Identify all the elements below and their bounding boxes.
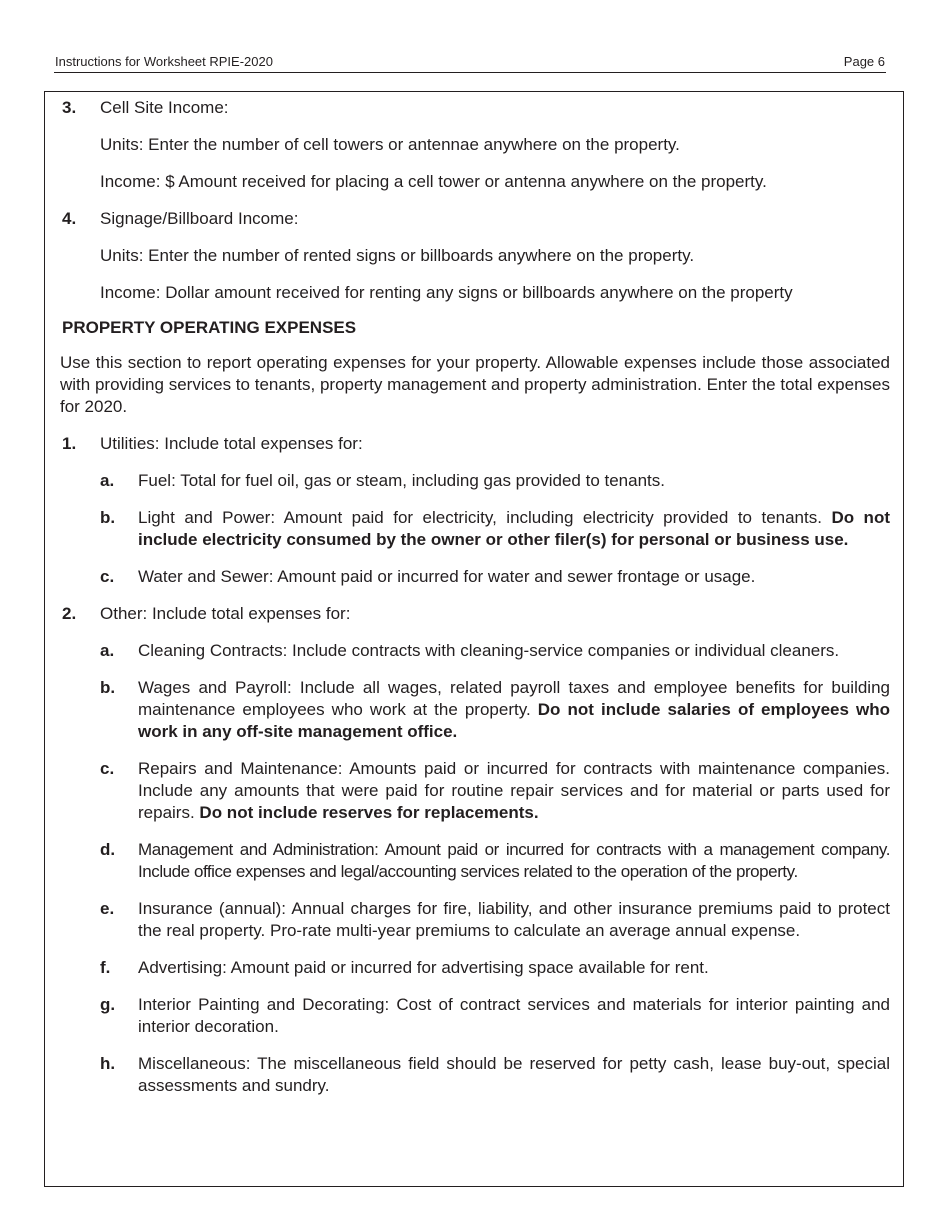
expense-sub-repairs <box>62 758 890 824</box>
sub-text: Fuel: Total for fuel oil, gas or steam, including gas provided to tenants. <box>138 471 665 490</box>
sub-text: Advertising: Amount paid or incurred for advertising space available for rent. <box>138 958 709 977</box>
sub-text: Miscellaneous: The miscellaneous field should be reserved for petty cash, lease buy-out, special assessments and sundry. <box>138 1054 890 1095</box>
sub-letter: a. <box>100 471 115 490</box>
sub-letter: f. <box>100 958 111 977</box>
income-item-cell-site <box>62 97 890 119</box>
item-number: 2. <box>62 604 77 623</box>
expense-sub-management <box>62 839 890 883</box>
sub-text: Repairs and Maintenance: Amounts paid or incurred for contracts with maintenance companies. Include any amounts that were paid for routine repair services and for material or parts used for repairs. <box>138 759 890 822</box>
income-text: Income: $ Amount received for placing a cell tower or antenna anywhere on the property. <box>100 172 767 191</box>
expense-sub-painting <box>62 994 890 1038</box>
sub-text: Management and Administration: Amount paid or incurred for contracts with a management company. Include office expenses and legal/accounting services related to the operation of the property. <box>138 840 890 881</box>
expense-sub-cleaning <box>62 640 890 662</box>
item-title: Signage/Billboard Income: <box>100 209 299 228</box>
section-intro: Use this section to report operating expenses for your property. Allowable expenses include those associated with providing services to tenants, property management and property administration. Enter the total expenses for 2020. <box>60 353 890 416</box>
sub-letter: a. <box>100 641 115 660</box>
item-title: Other: Include total expenses for: <box>100 604 351 623</box>
sub-text: Water and Sewer: Amount paid or incurred for water and sewer frontage or usage. <box>138 567 756 586</box>
sub-text: Light and Power: Amount paid for electricity, including electricity provided to tenants. <box>138 508 822 527</box>
sub-letter: c. <box>100 759 115 778</box>
page-number: Page 6 <box>843 54 885 69</box>
sub-text: Cleaning Contracts: Include contracts with cleaning-service companies or individual cleaners. <box>138 641 840 660</box>
sub-letter: d. <box>100 840 116 859</box>
sub-letter: c. <box>100 567 115 586</box>
sub-letter: g. <box>100 995 116 1014</box>
sub-letter: b. <box>100 508 116 527</box>
expense-item-other <box>62 603 890 625</box>
item-title: Cell Site Income: <box>100 98 229 117</box>
item-number: 3. <box>62 98 77 117</box>
expense-item-utilities <box>62 433 890 455</box>
expense-sub-light-power <box>62 507 890 551</box>
income-text: Income: Dollar amount received for renting any signs or billboards anywhere on the property <box>100 283 793 302</box>
sub-bold-note: Do not include salaries of employees who work in any off-site management office. <box>138 700 890 741</box>
expense-sub-wages <box>62 677 890 743</box>
expense-sub-miscellaneous <box>62 1053 890 1097</box>
income-item-signage <box>62 208 890 230</box>
sub-bold-note: Do not include electricity consumed by the owner or other filer(s) for personal or business use. <box>138 508 890 549</box>
item-number: 4. <box>62 209 77 228</box>
sub-text: Wages and Payroll: Include all wages, related payroll taxes and employee benefits for building maintenance employees who work at the property. <box>138 678 890 719</box>
section-heading: PROPERTY OPERATING EXPENSES <box>62 318 357 337</box>
expense-sub-insurance <box>62 898 890 942</box>
sub-letter: e. <box>100 899 115 918</box>
document-title: Instructions for Worksheet RPIE-2020 <box>55 54 273 69</box>
units-text: Units: Enter the number of cell towers or antennae anywhere on the property. <box>100 135 680 154</box>
units-text: Units: Enter the number of rented signs or billboards anywhere on the property. <box>100 246 695 265</box>
sub-text: Interior Painting and Decorating: Cost of contract services and materials for interior painting and interior decoration. <box>138 995 890 1036</box>
item-number: 1. <box>62 434 77 453</box>
expense-sub-advertising <box>62 957 890 979</box>
sub-letter: b. <box>100 678 116 697</box>
expense-sub-fuel <box>62 470 890 492</box>
expense-sub-water-sewer <box>62 566 890 588</box>
item-title: Utilities: Include total expenses for: <box>100 434 363 453</box>
page-header <box>54 53 886 73</box>
sub-letter: h. <box>100 1054 116 1073</box>
sub-text: Insurance (annual): Annual charges for fire, liability, and other insurance premiums paid to protect the real property. Pro-rate multi-year premiums to calculate an average annual expense. <box>138 899 890 940</box>
sub-bold-note: Do not include reserves for replacements. <box>199 803 539 822</box>
instructions-content <box>62 97 890 1097</box>
